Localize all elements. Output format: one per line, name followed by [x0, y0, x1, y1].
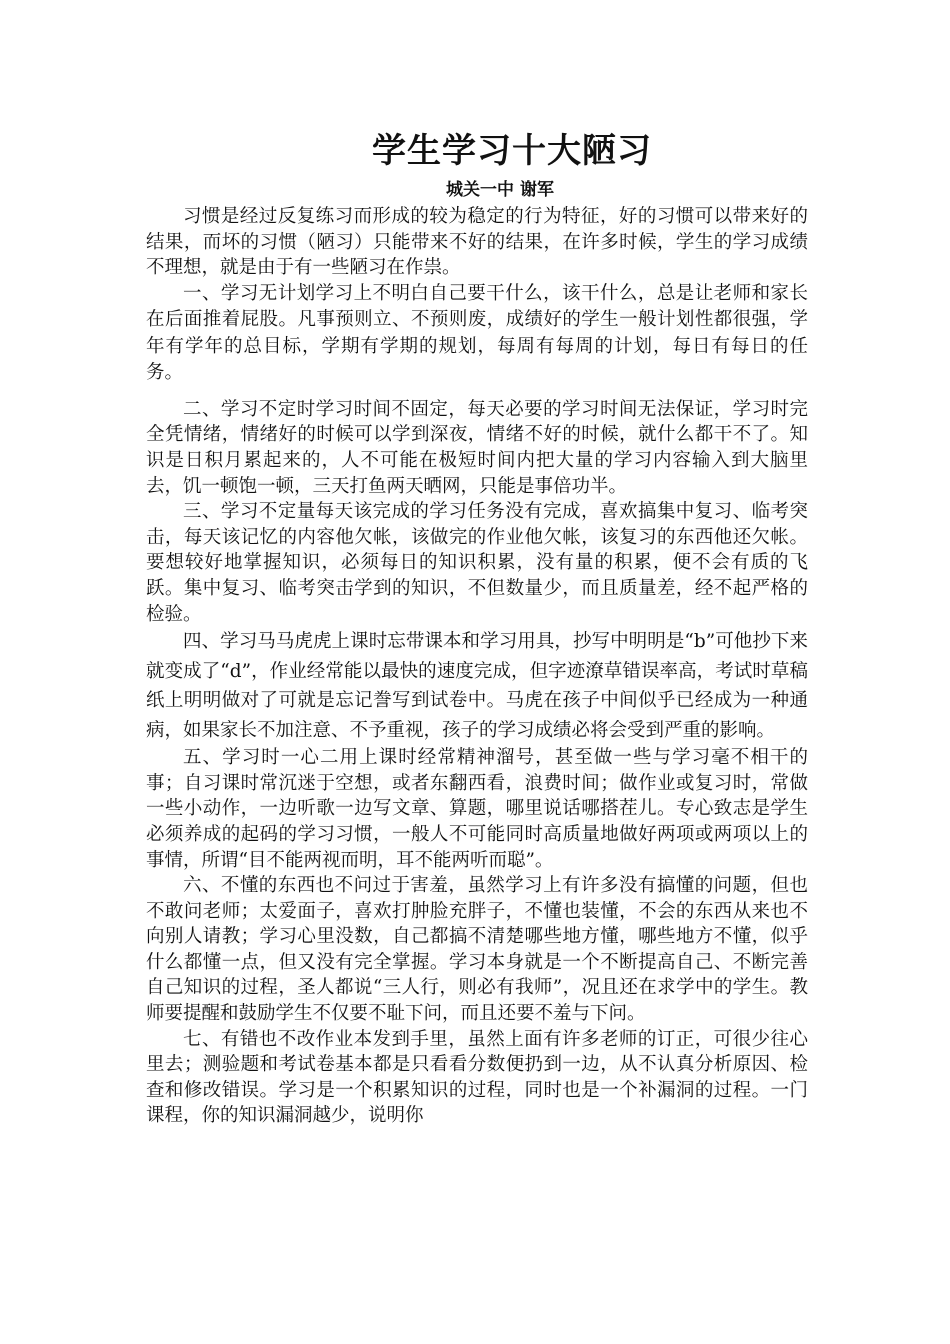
paragraph-5: 五、学习时一心二用上课时经常精神溜号，甚至做一些与学习毫不相干的事；自习课时常沉迷于空想，或者东翻西看，浪费时间；做作业或复习时，常做一些小动作，一边听歌一边写文章、算题，哪里说话哪搭茬儿。专心致志是学生必须养成的起码的学习习惯，一般人不可能同时高质量地做好两项或两项以上的事情，所谓“目不能两视而明，耳不能两听而聪”。 — [146, 747, 808, 871]
document-author: 城关一中 谢军 — [446, 180, 554, 200]
paragraph-1: 一、学习无计划学习上不明白自己要干什么，该干什么，总是让老师和家长在后面推着屁股。凡事预则立、不预则废，成绩好的学生一般计划性都很强，学年有学年的总目标，学期有学期的规划，每周有每周的计划，每日有每日的任务。 — [146, 282, 808, 384]
document-title: 学生学习十大陋习 — [372, 131, 652, 171]
paragraph-7: 七、有错也不改作业本发到手里，虽然上面有许多老师的订正，可很少往心里去；测验题和考试卷基本都是只看看分数便扔到一边，从不认真分析原因、检查和修改错误。学习是一个积累知识的过程，同时也是一个补漏洞的过程。一门课程，你的知识漏洞越少，说明你 — [146, 1028, 808, 1127]
document-page — [146, 128, 808, 1129]
paragraph-intro: 习惯是经过反复练习而形成的较为稳定的行为特征，好的习惯可以带来好的结果，而坏的习惯（陋习）只能带来不好的结果，在许多时候，学生的学习成绩不理想，就是由于有一些陋习在作祟。 — [146, 206, 808, 279]
spacer — [146, 387, 808, 397]
paragraph-4: 四、学习马马虎虎上课时忘带课本和学习用具，抄写中明明是“b”可他抄下来就变成了“d”，作业经常能以最快的速度完成，但字迹潦草错误率高，考试时草稿纸上明明做对了可就是忘记誊写到试卷中。马虎在孩子中间似乎已经成为一种通病，如果家长不加注意、不予重视，孩子的学习成绩必将会受到严重的影响。 — [146, 631, 808, 741]
paragraph-6: 六、不懂的东西也不问过于害羞，虽然学习上有许多没有搞懂的问题，但也不敢问老师；太爱面子，喜欢打肿脸充胖子，不懂也装懂，不会的东西从来也不向别人请教；学习心里没数，自己都搞不清楚哪些地方懂，哪些地方不懂，似乎什么都懂一点，但又没有完全掌握。学习本身就是一个不断提高自己、不断完善自己知识的过程，圣人都说“三人行，则必有我师”，况且还在求学中的学生。教师要提醒和鼓励学生不仅要不耻下问，而且还要不羞与下问。 — [146, 875, 808, 1025]
paragraph-3: 三、学习不定量每天该完成的学习任务没有完成，喜欢搞集中复习、临考突击，每天该记忆的内容他欠帐，该做完的作业他欠帐，该复习的东西他还欠帐。要想较好地掌握知识，必须每日的知识积累，没有量的积累，便不会有质的飞跃。集中复习、临考突击学到的知识，不但数量少，而且质量差，经不起严格的检验。 — [146, 501, 808, 625]
paragraph-2: 二、学习不定时学习时间不固定，每天必要的学习时间无法保证，学习时完全凭情绪，情绪好的时候可以学到深夜，情绪不好的时候，就什么都干不了。知识是日积月累起来的，人不可能在极短时间内把大量的学习内容输入到大脑里去，饥一顿饱一顿，三天打鱼两天晒网，只能是事倍功半。 — [146, 398, 808, 497]
